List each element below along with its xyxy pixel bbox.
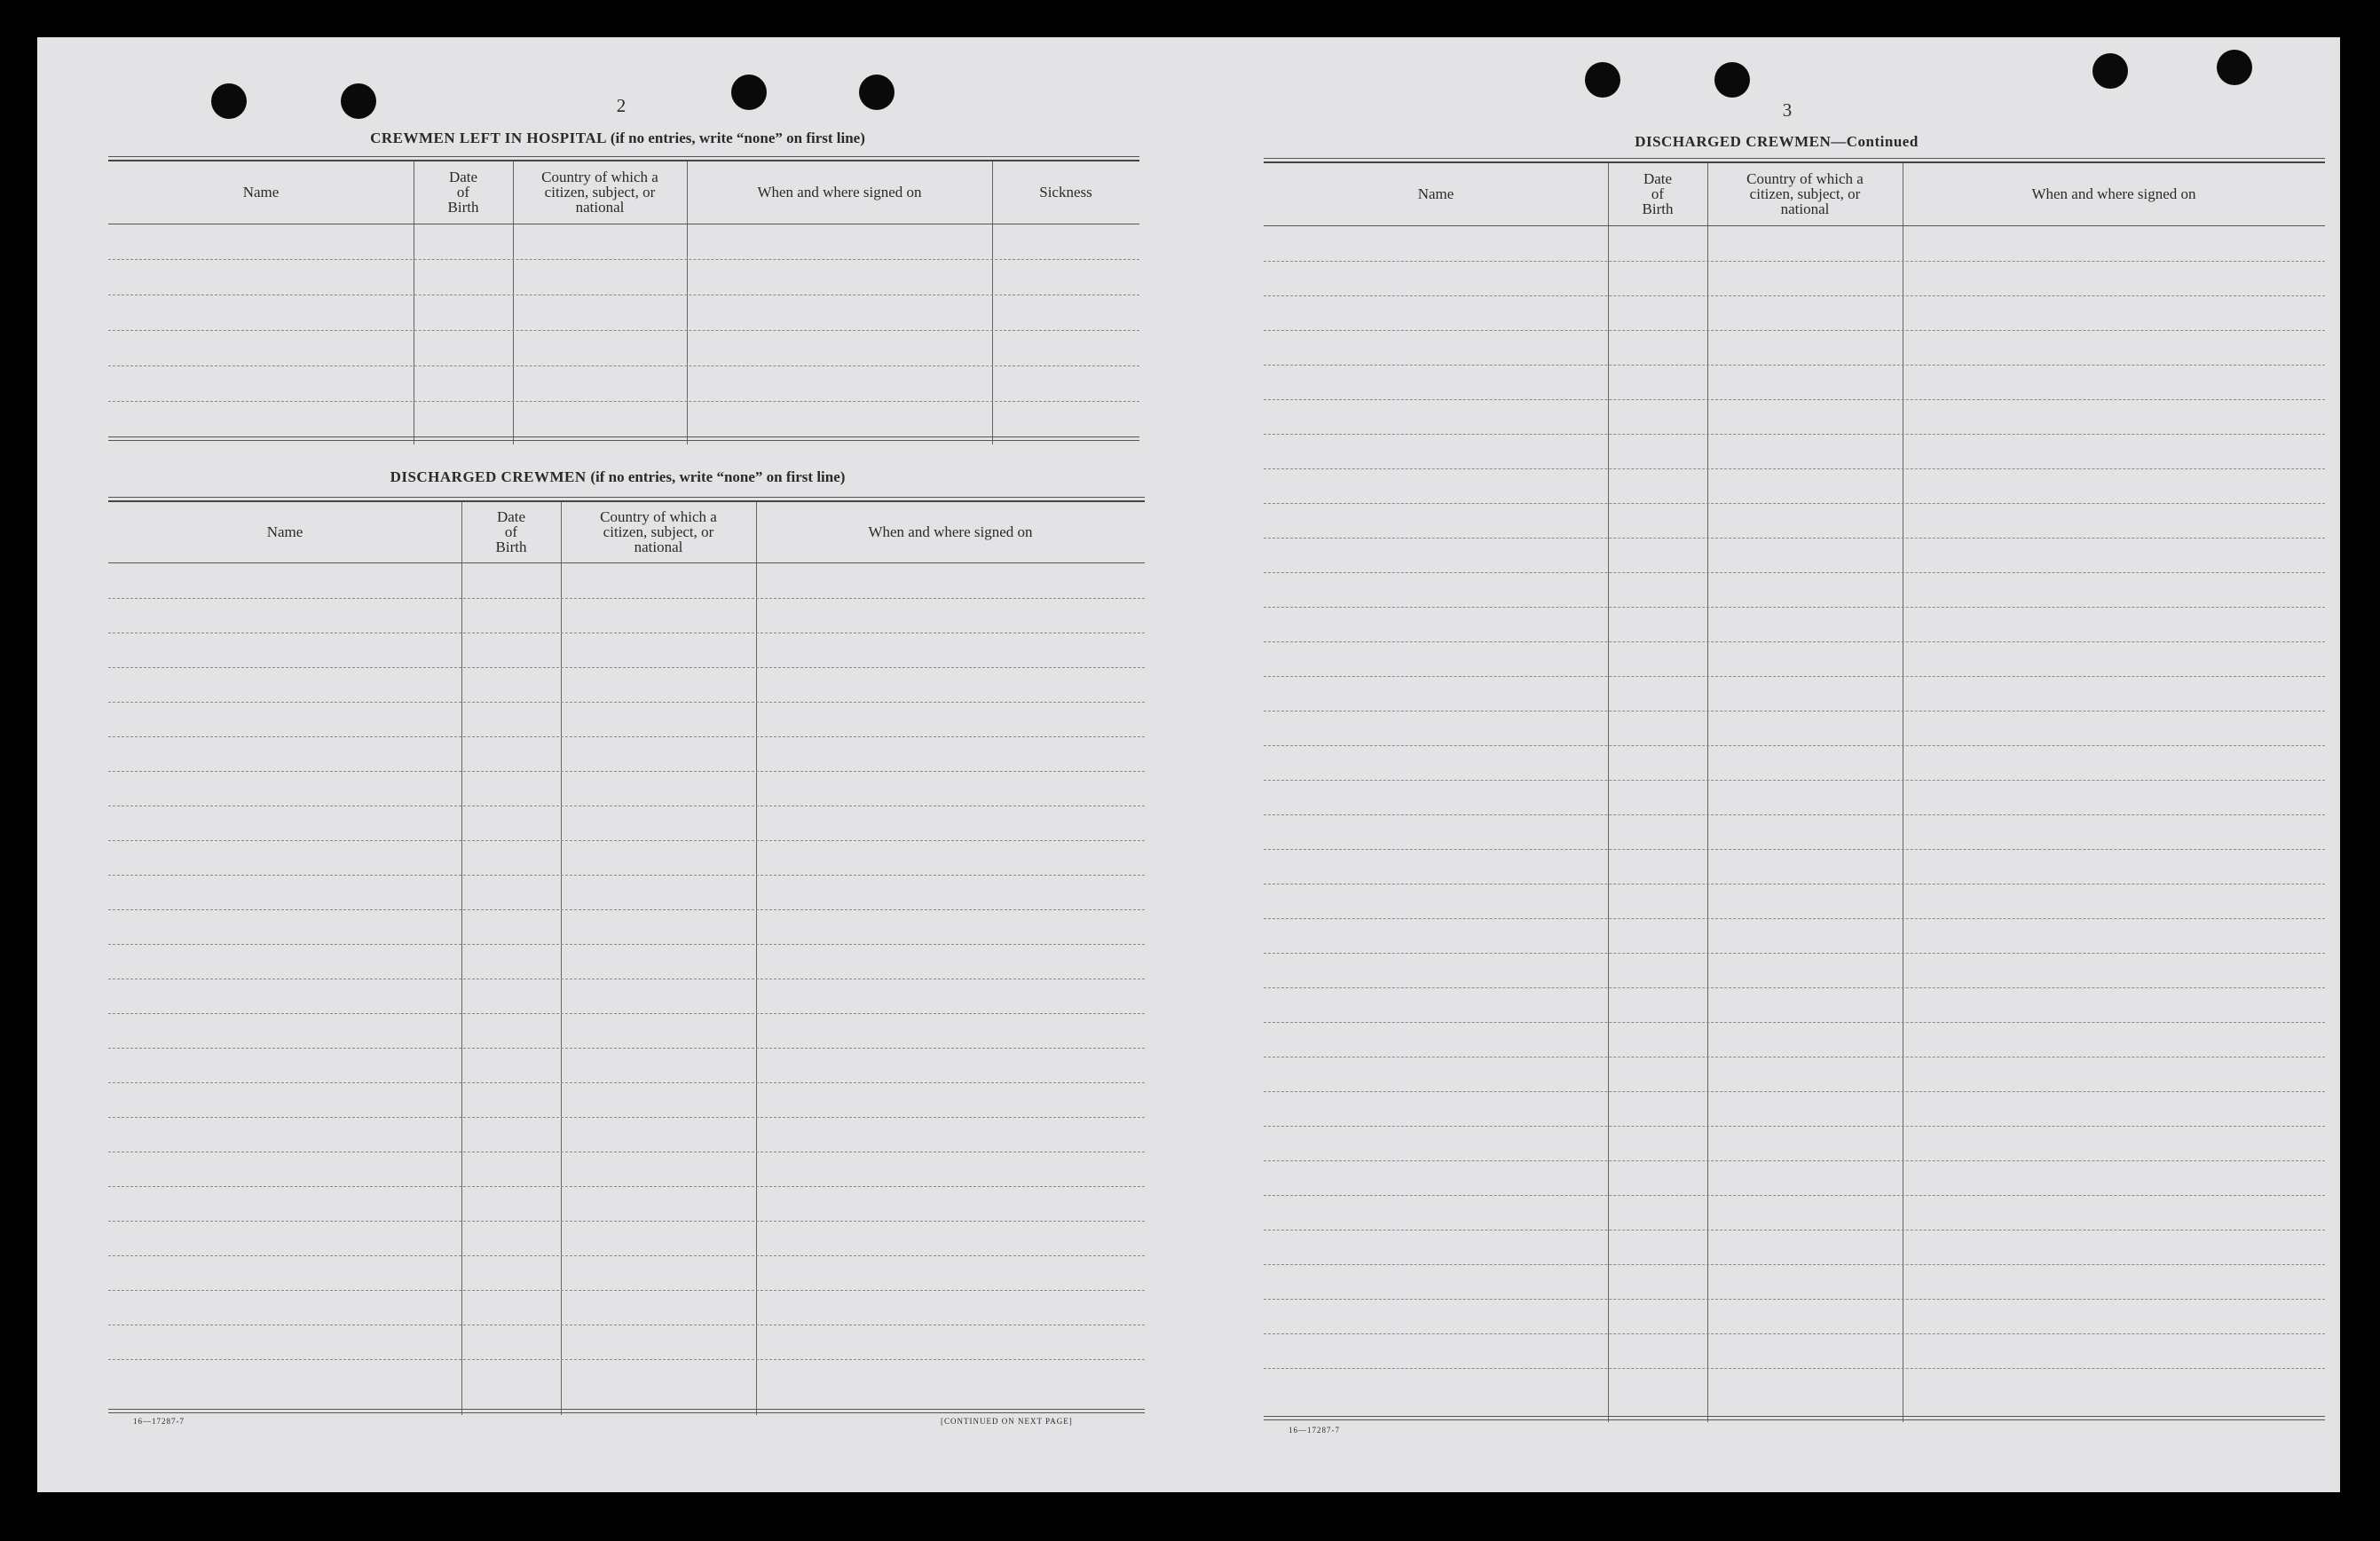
discharged-entry-line[interactable] <box>108 667 1145 668</box>
hospital-entry-line[interactable] <box>108 330 1139 331</box>
discharged-col-name: Name <box>266 523 303 540</box>
hospital-col-dob: Date of Birth <box>447 168 479 216</box>
continued-entry-line[interactable] <box>1264 1126 2325 1127</box>
discharged-entry-line[interactable] <box>108 1359 1145 1360</box>
punch-hole <box>1585 62 1620 98</box>
continued-entry-line[interactable] <box>1264 1091 2325 1092</box>
hospital-entry-line[interactable] <box>108 401 1139 402</box>
right-form-number: 16—17287-7 <box>1289 1426 1340 1435</box>
discharged-entry-line[interactable] <box>108 736 1145 737</box>
hospital-col-name: Name <box>242 183 280 200</box>
continued-entry-line[interactable] <box>1264 365 2325 366</box>
continued-entry-line[interactable] <box>1264 641 2325 642</box>
continued-entry-line[interactable] <box>1264 1333 2325 1334</box>
continued-entry-line[interactable] <box>1264 330 2325 331</box>
continued-entry-line[interactable] <box>1264 745 2325 746</box>
discharged-entry-line[interactable] <box>108 1255 1145 1256</box>
continued-entry-line[interactable] <box>1264 572 2325 573</box>
hospital-col-signed: When and where signed on <box>757 183 922 200</box>
discharged-entry-line[interactable] <box>108 771 1145 772</box>
punch-hole <box>1714 62 1750 98</box>
discharged-table <box>108 497 1145 1415</box>
continued-entry-line[interactable] <box>1264 1160 2325 1161</box>
hospital-title-text: CREWMEN LEFT IN HOSPITAL <box>370 130 607 146</box>
hospital-section-title <box>135 130 1100 147</box>
page-number-left: 2 <box>616 95 627 116</box>
punch-hole <box>341 83 376 119</box>
continued-note: [CONTINUED ON NEXT PAGE] <box>941 1417 1073 1426</box>
continued-col-dob: Date of Birth <box>1642 169 1674 217</box>
discharged-entry-line[interactable] <box>108 1013 1145 1014</box>
continued-table <box>1264 158 2325 1422</box>
continued-entry-line[interactable] <box>1264 676 2325 677</box>
continued-entry-line[interactable] <box>1264 987 2325 988</box>
page-number-right: 3 <box>1782 99 1793 121</box>
discharged-entry-line[interactable] <box>108 875 1145 876</box>
discharged-title-text: DISCHARGED CREWMEN <box>390 468 587 485</box>
continued-entry-line[interactable] <box>1264 1299 2325 1300</box>
continued-entry-line[interactable] <box>1264 1264 2325 1265</box>
continued-entry-line[interactable] <box>1264 1195 2325 1196</box>
hospital-col-sickness: Sickness <box>1039 183 1092 200</box>
continued-entry-line[interactable] <box>1264 814 2325 815</box>
hospital-table <box>108 156 1139 444</box>
continued-col-name: Name <box>1417 185 1454 202</box>
hospital-entry-line[interactable] <box>108 259 1139 260</box>
continued-entry-line[interactable] <box>1264 884 2325 885</box>
continued-entry-line[interactable] <box>1264 399 2325 400</box>
continued-entry-line[interactable] <box>1264 503 2325 504</box>
continued-entry-line[interactable] <box>1264 849 2325 850</box>
discharged-col-signed: When and where signed on <box>868 523 1033 540</box>
discharged-entry-line[interactable] <box>108 944 1145 945</box>
discharged-entry-line[interactable] <box>108 840 1145 841</box>
continued-entry-line[interactable] <box>1264 295 2325 296</box>
continued-entry-line[interactable] <box>1264 468 2325 469</box>
punch-hole <box>2092 53 2128 89</box>
discharged-entry-line[interactable] <box>108 702 1145 703</box>
punch-hole <box>731 75 767 110</box>
continued-entry-line[interactable] <box>1264 918 2325 919</box>
continued-entry-line[interactable] <box>1264 780 2325 781</box>
continued-entry-line[interactable] <box>1264 711 2325 712</box>
continued-entry-line[interactable] <box>1264 1022 2325 1023</box>
continued-entry-line[interactable] <box>1264 607 2325 608</box>
discharged-entry-line[interactable] <box>108 1117 1145 1118</box>
punch-hole <box>2217 50 2252 85</box>
discharged-entry-line[interactable] <box>108 1290 1145 1291</box>
continued-entry-line[interactable] <box>1264 1368 2325 1369</box>
continued-entry-line[interactable] <box>1264 434 2325 435</box>
discharged-title-note: (if no entries, write “none” on first line) <box>590 468 846 485</box>
continued-entry-line[interactable] <box>1264 261 2325 262</box>
discharged-section-title <box>135 468 1100 486</box>
punch-hole <box>211 83 247 119</box>
discharged-entry-line[interactable] <box>108 909 1145 910</box>
continued-entry-line[interactable] <box>1264 538 2325 539</box>
discharged-entry-line[interactable] <box>108 1048 1145 1049</box>
left-form-number: 16—17287-7 <box>133 1417 185 1426</box>
discharged-col-dob: Date of Birth <box>495 507 527 555</box>
continued-entry-line[interactable] <box>1264 953 2325 954</box>
punch-hole <box>859 75 894 110</box>
discharged-entry-line[interactable] <box>108 598 1145 599</box>
discharged-entry-line[interactable] <box>108 1221 1145 1222</box>
continued-col-country: Country of which a citizen, subject, or national <box>1746 169 1864 217</box>
discharged-entry-line[interactable] <box>108 1082 1145 1083</box>
discharged-entry-line[interactable] <box>108 1186 1145 1187</box>
form-sheet <box>37 37 2340 1492</box>
hospital-col-country: Country of which a citizen, subject, or national <box>541 168 658 216</box>
hospital-title-note: (if no entries, write “none” on first line) <box>610 130 865 146</box>
discharged-col-country: Country of which a citizen, subject, or national <box>600 507 717 555</box>
continued-section-title: DISCHARGED CREWMEN—Continued <box>1635 133 1919 150</box>
continued-col-signed: When and where signed on <box>2031 185 2196 202</box>
